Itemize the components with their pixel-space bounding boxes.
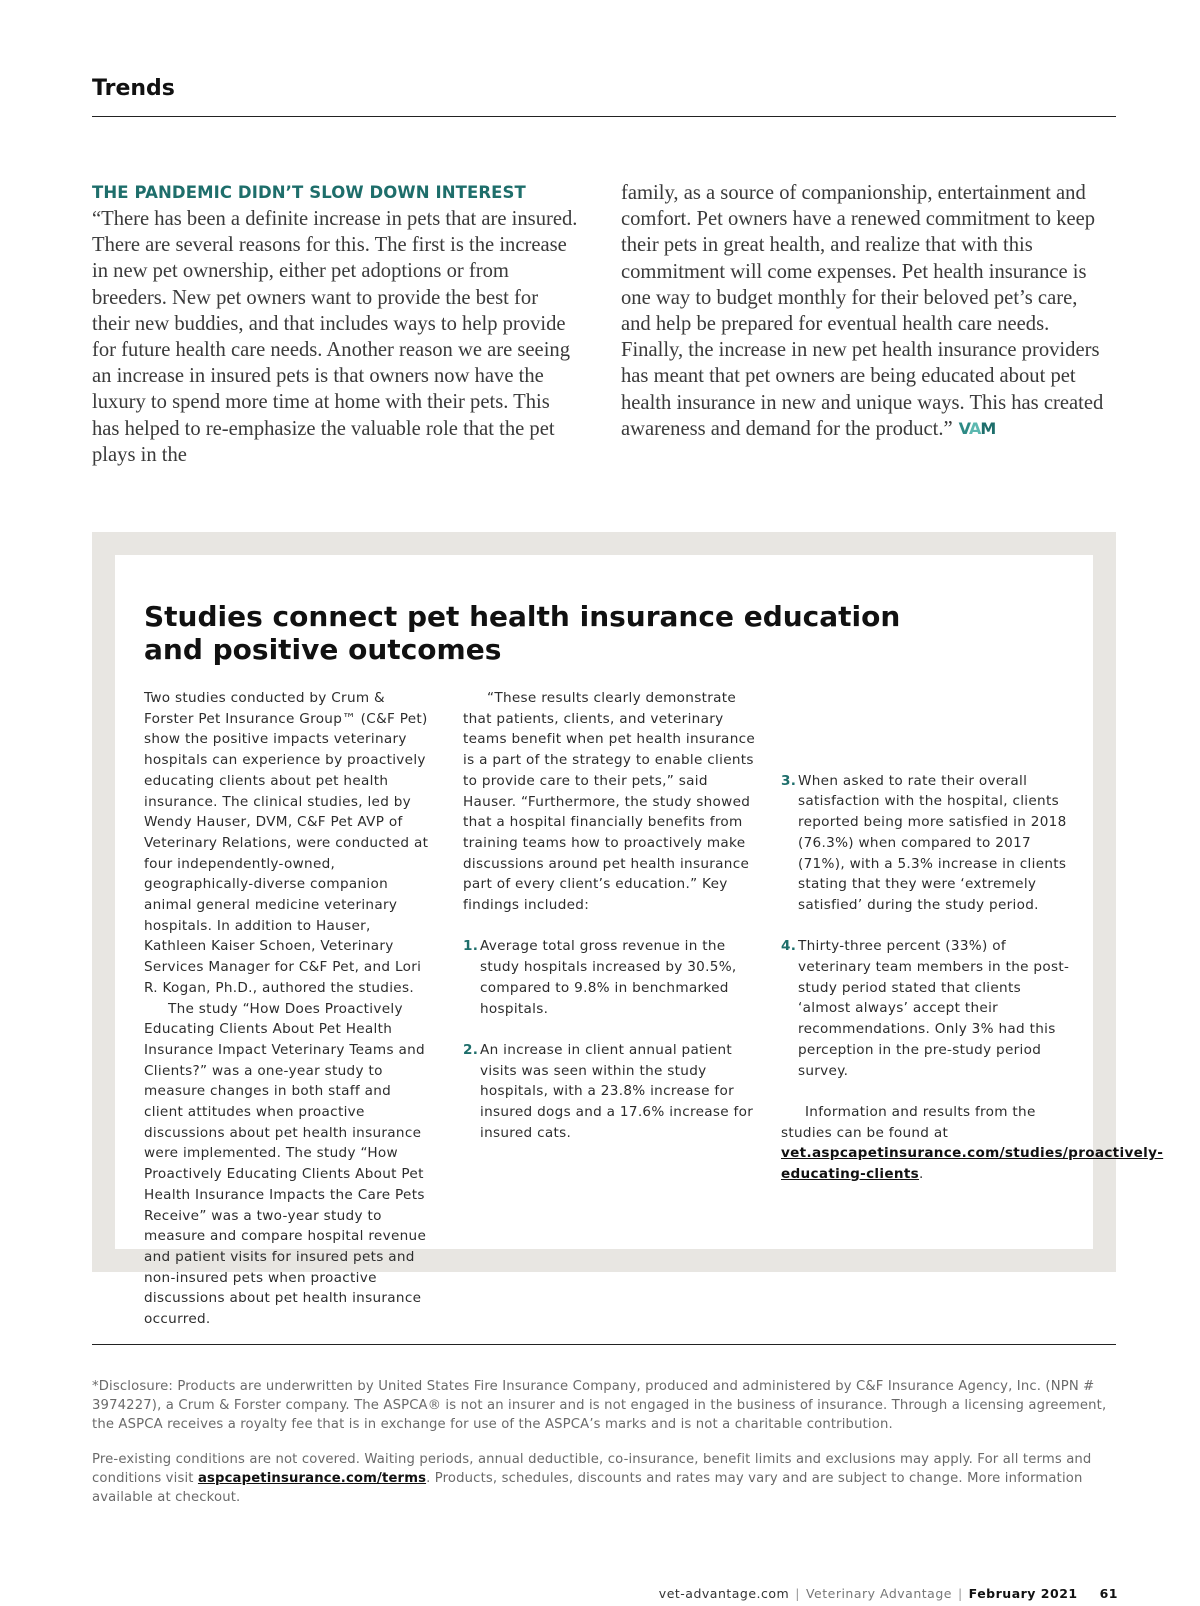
disclosure-note: *Disclosure: Products are underwritten by United States Fire Insurance Company, produced and administered by C&F Insurance Agency, Inc. (NPN # 3974227), a Crum & Forster company. The ASPCA® is not an insurer and is not engaged in the business of insurance. Through a licensing agreement, the ASPCA receives a royalty fee that is in exchange for use of the ASPCA’s marks and is not a charitable contribution. [92, 1379, 1107, 1432]
sidebar-paragraph-1: Two studies conducted by Crum & Forster Pet Insurance Group™ (C&F Pet) show the positive impacts veterinary hospitals can experience by proactively educating clients about pet health insurance. The clinical studies, led by Wendy Hauser, DVM, C&F Pet AVP of Veterinary Relations, were conducted at four independently-owned, geographically-diverse companion animal general medicine veterinary hospitals. In addition to Hauser, Kathleen Kaiser Schoen, Veterinary Services Manager for C&F Pet, and Lori R. Kogan, Ph.D., authored the studies. [144, 690, 429, 996]
article-column-2 [621, 180, 1109, 442]
sidebar-title: Studies connect pet health insurance education and positive outcomes [144, 600, 901, 666]
footer-site: vet-advantage.com [658, 1586, 790, 1601]
article-paragraph-1: “There has been a definite increase in pets that are insured. There are several reasons for this. The first is the increase in new pet ownership, either pet adoptions or from breeders. New pet owners want to provide the best for their new buddies, and that includes ways to help provide for future health care needs. Another reason we are seeing an increase in insured pets is that owners now have the luxury to spend more time at home with their pets. This has helped to re-emphasize the valuable role that the pet plays in the [92, 208, 578, 466]
vam-logo-icon: VAM [958, 418, 996, 438]
header-divider [92, 116, 1116, 117]
finding-number: 1. [463, 938, 479, 955]
preexisting-note: Pre-existing conditions are not covered. Waiting periods, annual deductible, co-insurance, benefit limits and exclusions may apply. For all terms and conditions visit aspcapetinsurance.com/terms. Products, schedules, discounts and rates may vary and are subject to change. More information available at checkout. [92, 1452, 1092, 1505]
finding-item [781, 936, 1071, 1081]
page-number: 61 [1099, 1586, 1118, 1601]
sidebar-closing: Information and results from the studies can be found at vet.aspcapetinsurance.com/studies/proactively-educating-clients. [781, 1103, 1164, 1183]
sidebar-column-3 [781, 688, 1164, 1185]
finding-text: An increase in client annual patient visits was seen within the study hospitals, with a 23.8% increase for insured dogs and a 17.6% increase for insured cats. [480, 1041, 754, 1141]
finding-text: Thirty-three percent (33%) of veterinary team members in the post-study period stated that clients ‘almost always’ accept their recommendations. Only 3% had this perception in the pre-study period survey. [798, 938, 1070, 1079]
closing-text: Information and results from the studies can be found at [781, 1103, 1036, 1141]
sidebar-paragraph-3: “These results clearly demonstrate that patients, clients, and veterinary teams benefit when pet health insurance is a part of the strategy to enable clients to provide care to their pets,” said Hauser. “Furthermore, the study showed that a hospital financially benefits from training teams how to proactively make discussions around pet health insurance part of every client’s education.” Key findings included: [463, 690, 756, 914]
page-footer: vet-advantage.com | Veterinary Advantage | February 2021 61 [658, 1586, 1118, 1601]
finding-item [463, 1040, 763, 1144]
sidebar-column-2 [463, 688, 763, 1143]
article-column-1 [92, 180, 580, 468]
finding-number: 3. [781, 772, 797, 789]
footnote-divider [92, 1344, 1116, 1345]
sidebar-column-1 [144, 688, 434, 1330]
finding-number: 2. [463, 1041, 479, 1058]
finding-text: When asked to rate their overall satisfaction with the hospital, clients reported being more satisfied in 2018 (76.3%) when compared to 2017 (71%), with a 5.3% increase in clients stating that they were ‘extremely satisfied’ during the study period. [798, 772, 1067, 913]
finding-number: 4. [781, 938, 797, 955]
finding-text: Average total gross revenue in the study hospitals increased by 30.5%, compared to 9.8% in benchmarked hospitals. [480, 938, 737, 1017]
footer-publication: Veterinary Advantage [805, 1586, 952, 1601]
finding-item [781, 771, 1071, 916]
article-paragraph-2 [621, 180, 1109, 442]
footer-issue: February 2021 [968, 1586, 1078, 1601]
terms-link[interactable]: aspcapetinsurance.com/terms [197, 1471, 427, 1486]
section-label: Trends [92, 76, 175, 101]
article-paragraph-2-text: family, as a source of companionship, entertainment and comfort. Pet owners have a renewed commitment to keep their pets in great health, and realize that with this commitment will come expenses. Pet health insurance is one way to budget monthly for their beloved pet’s care, and help be prepared for eventual health care needs. Finally, the increase in new pet health insurance providers has meant that pet owners are being educated about pet health insurance in new and unique ways. This has created awareness and demand for the product.” [621, 182, 1104, 440]
studies-link[interactable]: vet.aspcapetinsurance.com/studies/proactively-educating-clients [781, 1145, 1164, 1183]
sidebar-paragraph-2: The study “How Does Proactively Educating Clients About Pet Health Insurance Impact Veterinary Teams and Clients?” was a one-year study to measure changes in both staff and client attitudes when proactive discussions about pet health insurance were implemented. The study “How Proactively Educating Clients About Pet Health Insurance Impacts the Care Pets Receive” was a two-year study to measure and compare hospital revenue and patient visits for insured pets and non-insured pets when proactive discussions about pet health insurance occurred. [144, 1000, 427, 1328]
article-heading: THE PANDEMIC DIDN’T SLOW DOWN INTEREST [92, 183, 526, 202]
finding-item [463, 936, 763, 1019]
